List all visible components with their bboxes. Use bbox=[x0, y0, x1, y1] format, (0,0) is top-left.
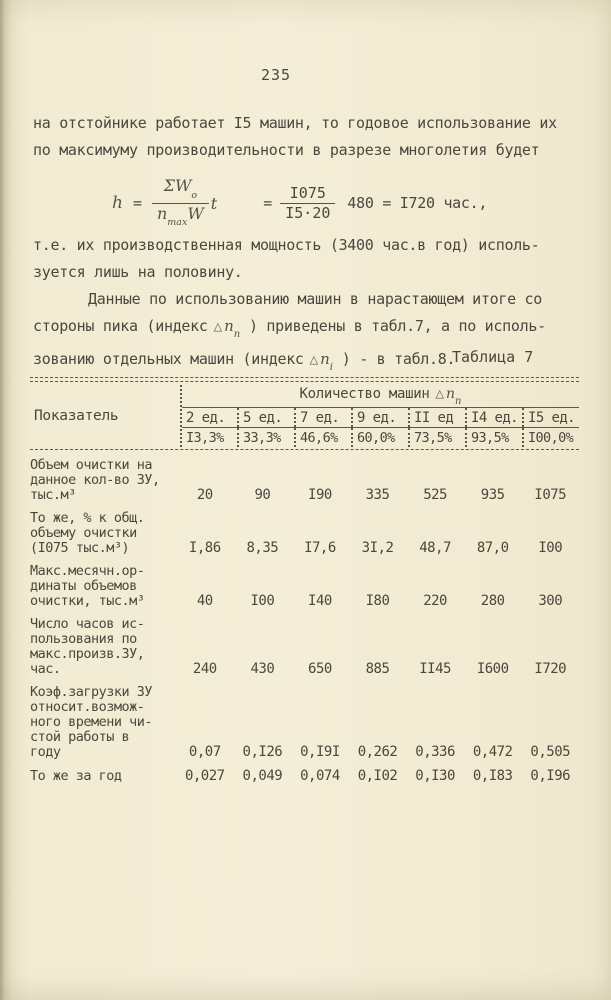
unit-header: 2 ед. bbox=[186, 409, 226, 426]
table-row bbox=[30, 458, 579, 503]
cell-value: 0,I96 bbox=[530, 767, 571, 784]
percent-header: 93,5% bbox=[465, 428, 522, 447]
table-header-border bbox=[30, 449, 579, 450]
subscript-p: п bbox=[455, 395, 462, 407]
text-line: на отстойнике работает I5 машин, то годовое использование их bbox=[33, 114, 557, 132]
row-values bbox=[176, 593, 579, 609]
text-segment: ) приведены в табл.7, а по исполь- bbox=[240, 317, 546, 335]
cell-value: I600 bbox=[476, 660, 509, 677]
paragraph-capacity bbox=[33, 232, 581, 286]
row-label-line: Число часов ис- bbox=[30, 615, 145, 632]
percent-header: 46,6% bbox=[294, 428, 351, 447]
row-label-line: стой работы в bbox=[30, 728, 130, 745]
cell-value: I720 bbox=[534, 660, 567, 677]
cell-value: 87,0 bbox=[476, 539, 509, 556]
formula-var-h: h bbox=[112, 193, 123, 213]
formula-fraction-numeric bbox=[280, 184, 335, 223]
group-header bbox=[182, 385, 579, 408]
row-label-line: году bbox=[30, 743, 61, 760]
cell-value: 0,505 bbox=[530, 743, 571, 760]
unit-header: II ед bbox=[408, 408, 465, 427]
table-row bbox=[30, 685, 579, 760]
table-row bbox=[30, 511, 579, 556]
percent-header: I00,0% bbox=[522, 428, 579, 447]
delta-n-i-notation bbox=[304, 350, 333, 373]
cell-value: 0,I02 bbox=[357, 767, 398, 784]
row-values bbox=[176, 487, 579, 503]
row-values bbox=[176, 661, 579, 677]
cell-value: 0,336 bbox=[415, 743, 455, 760]
sigma-symbol: Σ bbox=[163, 176, 175, 196]
delta-icon: △ bbox=[309, 353, 319, 366]
cell-value: 0,262 bbox=[357, 743, 398, 760]
percents-row bbox=[182, 428, 579, 447]
table-header bbox=[30, 385, 579, 447]
table-caption: Таблица 7 bbox=[452, 348, 534, 366]
cell-value: I00 bbox=[538, 539, 563, 556]
cell-value: 525 bbox=[423, 486, 447, 503]
unit-header: I4 ед. bbox=[465, 408, 522, 427]
cell-value: I90 bbox=[308, 486, 332, 503]
intro-paragraph bbox=[33, 110, 581, 164]
formula-equals-2: = bbox=[263, 194, 273, 212]
cell-value: I7,6 bbox=[304, 539, 336, 556]
row-label-line: пользования по bbox=[30, 630, 137, 647]
cell-value: 40 bbox=[196, 592, 213, 609]
cell-value: 885 bbox=[365, 660, 390, 677]
var-n: n bbox=[446, 386, 456, 402]
row-label-line: Макс.месячн.ор- bbox=[30, 562, 145, 579]
table-header-data-area bbox=[180, 385, 579, 447]
cell-value: 300 bbox=[538, 592, 563, 609]
formula-var-n: n bbox=[156, 203, 168, 223]
delta-n-p-notation bbox=[208, 317, 241, 340]
cell-value: 0,472 bbox=[472, 743, 513, 760]
unit-header: I5 ед. bbox=[522, 408, 579, 427]
formula-equals: = bbox=[132, 194, 142, 212]
row-label-line: Коэф.загрузки ЗУ bbox=[30, 683, 153, 700]
column-header-pokazatel: Показатель bbox=[34, 407, 119, 424]
row-label-line: То же, % к общ. bbox=[30, 509, 145, 526]
row-label-line: Объем очистки на bbox=[30, 456, 153, 473]
cell-value: I40 bbox=[308, 592, 332, 609]
percent-header: 60,0% bbox=[351, 428, 408, 447]
text-segment: стороны пика (индекс bbox=[33, 317, 208, 335]
text-segment: ) - в табл.8. bbox=[333, 350, 456, 368]
subscript-p: п bbox=[233, 329, 241, 340]
var-n: n bbox=[224, 317, 234, 335]
cell-value: 0,I9I bbox=[300, 743, 340, 760]
delta-n-p-notation bbox=[430, 386, 462, 405]
group-header-title: Количество машин bbox=[299, 386, 430, 402]
row-label bbox=[30, 564, 176, 609]
row-label-line: объему очистки bbox=[30, 524, 137, 541]
formula-numerator bbox=[152, 176, 209, 202]
cell-value: I00 bbox=[250, 592, 275, 609]
formula-subscript-max: max bbox=[167, 216, 188, 228]
row-values bbox=[176, 768, 579, 784]
row-values bbox=[176, 744, 579, 760]
row-label-line: (I075 тыс.м³) bbox=[30, 539, 130, 556]
text-line: т.е. их производственная мощность (3400 час.в год) исполь- bbox=[33, 236, 540, 254]
formula-denominator bbox=[152, 203, 209, 230]
text-line: зуется лишь на половину. bbox=[33, 263, 243, 281]
formula bbox=[112, 176, 487, 230]
table-row bbox=[30, 617, 579, 677]
unit-header: 5 ед. bbox=[237, 408, 294, 427]
formula-result: 480 = I720 час., bbox=[347, 194, 488, 212]
cell-value: I,86 bbox=[188, 539, 221, 556]
formula-denominator-2: I5·20 bbox=[280, 203, 335, 223]
row-label bbox=[30, 685, 176, 760]
row-label-line: динаты объемов bbox=[30, 577, 137, 594]
cell-value: 0,I83 bbox=[472, 767, 513, 784]
formula-numerator-2: I075 bbox=[289, 183, 326, 202]
cell-value: 48,7 bbox=[419, 539, 451, 556]
row-label-line: очистки, тыс.м³ bbox=[30, 592, 145, 609]
table-row bbox=[30, 768, 579, 784]
cell-value: 0,027 bbox=[184, 767, 225, 784]
cell-value: 3I,2 bbox=[361, 539, 394, 556]
table-top-border bbox=[30, 377, 579, 382]
percent-header: 33,3% bbox=[237, 428, 294, 447]
formula-var-t: t bbox=[210, 193, 218, 213]
units-row bbox=[182, 408, 579, 428]
cell-value: 280 bbox=[480, 592, 505, 609]
unit-header: 7 ед. bbox=[294, 408, 351, 427]
row-label-line: То же за год bbox=[30, 767, 122, 784]
cell-value: II45 bbox=[419, 660, 451, 677]
cell-value: 8,35 bbox=[246, 539, 279, 556]
row-label-line: ного времени чи- bbox=[30, 713, 153, 730]
subscript-i: i bbox=[329, 362, 333, 373]
cell-value: 90 bbox=[254, 486, 271, 503]
cell-value: 0,07 bbox=[188, 743, 221, 760]
cell-value: 0,049 bbox=[242, 767, 283, 784]
unit-header: 9 ед. bbox=[351, 408, 408, 427]
delta-icon: △ bbox=[435, 387, 445, 400]
text-line: по максимуму производительности в разрезе многолетия будет bbox=[33, 141, 540, 159]
cell-value: 240 bbox=[192, 660, 217, 677]
cell-value: I80 bbox=[365, 592, 390, 609]
formula-fraction-symbolic bbox=[152, 176, 209, 229]
formula-var-w2: W bbox=[187, 203, 204, 223]
table-row bbox=[30, 564, 579, 609]
row-label-line: тыс.м³ bbox=[30, 486, 76, 503]
row-label-line: относит.возмож- bbox=[30, 698, 145, 715]
cell-value: 220 bbox=[423, 592, 447, 609]
percent-header: I3,3% bbox=[186, 429, 224, 446]
var-n: n bbox=[320, 350, 330, 368]
text-segment: зованию отдельных машин (индекс bbox=[33, 350, 304, 368]
row-label bbox=[30, 769, 176, 784]
cell-value: 0,I30 bbox=[415, 767, 455, 784]
table-7 bbox=[30, 377, 579, 784]
cell-value: 430 bbox=[250, 660, 275, 677]
row-label-line: данное кол-во ЗУ, bbox=[30, 471, 160, 488]
row-label bbox=[30, 511, 176, 556]
text-line: Данные по использованию машин в нарастающем итоге со bbox=[88, 290, 543, 308]
text-line bbox=[33, 313, 581, 346]
cell-value: 650 bbox=[308, 660, 332, 677]
row-label-line: макс.произв.ЗУ, bbox=[30, 645, 145, 662]
cell-value: 335 bbox=[365, 486, 390, 503]
row-label bbox=[30, 458, 176, 503]
cell-value: 0,I26 bbox=[242, 743, 283, 760]
cell-value: 0,074 bbox=[300, 767, 340, 784]
row-label bbox=[30, 617, 176, 677]
formula-subscript-o: o bbox=[191, 189, 198, 201]
percent-header: 73,5% bbox=[408, 428, 465, 447]
cell-value: 935 bbox=[480, 486, 505, 503]
cell-value: I075 bbox=[534, 486, 567, 503]
cell-value: 20 bbox=[196, 486, 213, 503]
delta-icon: △ bbox=[213, 320, 223, 333]
formula-var-w: W bbox=[174, 176, 192, 196]
row-label-line: час. bbox=[30, 660, 61, 677]
table-body bbox=[30, 458, 579, 784]
page-number: 235 bbox=[261, 66, 292, 84]
row-values bbox=[176, 540, 579, 556]
